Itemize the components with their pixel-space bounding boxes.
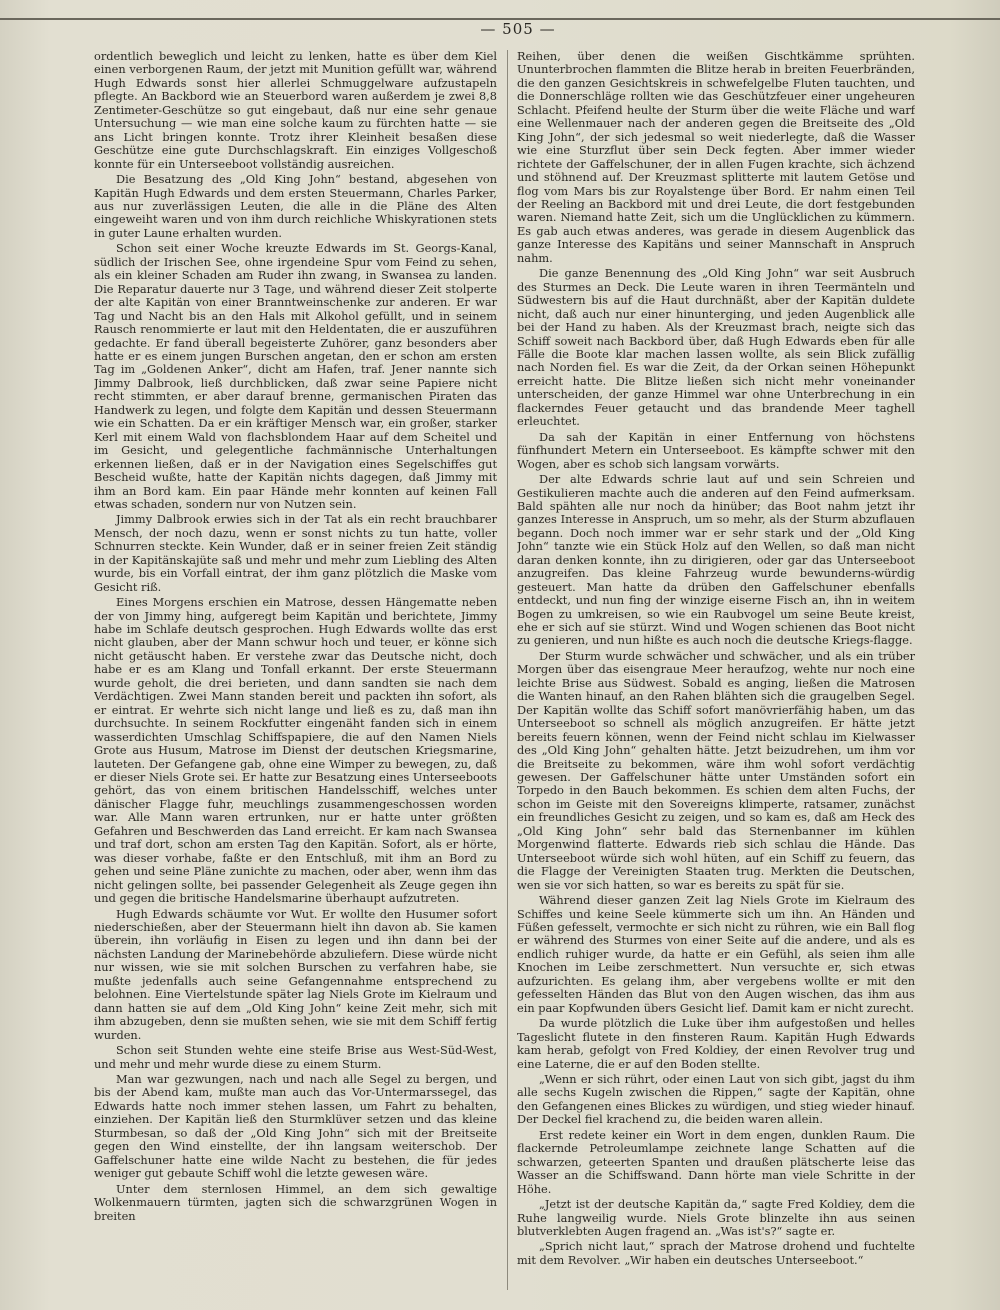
left-column xyxy=(94,50,497,1280)
paragraph: Da sah der Kapitän in einer Entfernung von höchstens fünfhundert Metern ein Unterseeboot. Es kämpfte schwer mit den Wogen, aber es schob sich langsam vorwärts. xyxy=(517,429,915,471)
paragraph: Schon seit einer Woche kreuzte Edwards im St. Georgs-Kanal, südlich der Irischen See, ohne irgendeine Spur vom Feind zu sehen, als ein kleiner Schaden am Ruder ihn zwang, in Swansea zu landen. Die Reparatur dauerte nur 3 Tage, und während dieser Zeit stolperte der alte Kapitän von einer Branntweinschenke zur anderen. Er war Tag und Nacht bis an den Hals mit Alkohol gefüllt, und in seinem Rausch renommierte er laut mit den Heldentaten, die er auszuführen gedachte. Er fand überall begeisterte Zuhörer, ganz besonders aber hatte er es einem jungen Burschen angetan, den er schon am ersten Tag im „Goldenen Anker“, dicht am Hafen, traf. Jener nannte sich Jimmy Dalbrook, ließ durchblicken, daß zwar seine Papiere nicht recht stimmten, er aber darauf brenne, germanischen Piraten das Handwerk zu legen, und folgte dem Kapitän und dessen Steuermann wie ein Schatten. Da er ein kräftiger Mensch war, ein großer, starker Kerl mit einem Wald von flachsblondem Haar auf dem Scheitel und im Gesicht, und gelegentliche fachmännische Unterhaltungen erkennen ließen, daß er in der Navigation eines Segelschiffes gut Bescheid wußte, hatte der Kapitän nichts dagegen, daß Jimmy mit ihm an Bord kam. Ein paar Hände mehr konnten auf keinen Fall etwas schaden, sondern nur von Nutzen sein. xyxy=(94,241,497,511)
paragraph: Hugh Edwards schäumte vor Wut. Er wollte den Husumer sofort niederschießen, aber der Steuermann hielt ihn davon ab. Sie kamen überein, ihn vorläufig in Eisen zu legen und ihn dann bei der nächsten Landung der Marinebehörde abzuliefern. Diese würde nicht nur wissen, wie sie mit solchen Burschen zu verfahren habe, sie mußte jedenfalls auch seine Gefangennahme entsprechend zu belohnen. Eine Viertelstunde später lag Niels Grote im Kielraum und dann hatten sie auf dem „Old King John“ keine Zeit mehr, sich mit ihm abzugeben, denn sie mußten sehen, wie sie mit dem Schiff fertig wurden. xyxy=(94,906,497,1042)
page-number: — 505 — xyxy=(480,20,556,38)
paragraph: Der Sturm wurde schwächer und schwächer, und als ein trüber Morgen über das eisengraue Meer heraufzog, wehte nur noch eine leichte Brise aus Südwest. Sobald es anging, ließen die Matrosen die Wanten hinauf, an den Rahen blähten sich die graugelben Segel. Der Kapitän wollte das Schiff sofort manövrierfähig haben, um das Unterseeboot so schnell als möglich anzugreifen. Er hätte jetzt bereits feuern können, wenn der Feind nicht schlau im Kielwasser des „Old King John“ gehalten hätte. Jetzt beizudrehen, um ihm vor die Breitseite zu bekommen, wäre ihm wohl sofort verdächtig gewesen. Der Gaffelschuner hätte unter Umständen sofort ein Torpedo in den Bauch bekommen. Es schien dem alten Fuchs, der schon im Geiste mit den Sovereigns klimperte, ratsamer, zunächst ein freundliches Gesicht zu zeigen, und so kam es, daß am Heck des „Old King John“ sehr bald das Sternenbanner im kühlen Morgenwind flatterte. Edwards rieb sich schlau die Hände. Das Unterseeboot würde sich wohl hüten, auf ein Schiff zu feuern, das die Flagge der Vereinigten Staaten trug. Merkten die Deutschen, wen sie vor sich hatten, so war es bereits zu spät für sie. xyxy=(517,648,915,892)
paragraph: Jimmy Dalbrook erwies sich in der Tat als ein recht brauchbarer Mensch, der noch dazu, wenn er sonst nichts zu tun hatte, voller Schnurren steckte. Kein Wunder, daß er in seiner freien Zeit ständig in der Kapitänskajüte saß und mehr und mehr zum Liebling des Alten wurde, bis ein Vorfall eintrat, der ihm ganz plötzlich die Maske vom Gesicht riß. xyxy=(94,512,497,594)
paragraph: Da wurde plötzlich die Luke über ihm aufgestoßen und helles Tageslicht flutete in den finsteren Raum. Kapitän Hugh Edwards kam herab, gefolgt von Fred Koldiey, der einen Revolver trug und eine Laterne, die er auf den Boden stellte. xyxy=(517,1016,915,1071)
column-divider xyxy=(507,50,508,1290)
paragraph: Der alte Edwards schrie laut auf und sein Schreien und Gestikulieren machte auch die anderen auf den Feind aufmerksam. Bald spähten alle nur noch da hinüber; das Boot nahm jetzt ihr ganzes Interesse in Anspruch, um so mehr, als der Sturm abzuflauen begann. Doch noch immer war er sehr stark und der „Old King John“ tanzte wie ein Stück Holz auf den Wellen, so daß man nicht daran denken konnte, ihn zu dirigieren, oder gar das Unterseeboot anzugreifen. Das kleine Fahrzeug wurde bewunderns-würdig gesteuert. Man hatte da drüben den Gaffelschuner ebenfalls entdeckt, und nun fing der winzige eiserne Fisch an, ihn in weitem Bogen zu umkreisen, so wie ein Raubvogel um seine Beute kreist, ehe er sich auf sie stürzt. Wind und Wogen schienen das Boot nicht zu genieren, und nun hißte es auch noch die deutsche Kriegs-flagge. xyxy=(517,472,915,648)
paragraph: Reihen, über denen die weißen Gischtkämme sprühten. Ununterbrochen flammten die Blitze herab in breiten Feuerbränden, die den ganzen Gesichtskreis in schwefelgelbe Fluten tauchten, und die Donnerschläge rollten wie das Geschützfeuer einer ungeheuren Schlacht. Pfeifend heulte der Sturm über die weite Fläche und warf eine Wellenmauer nach der anderen gegen die Breitseite des „Old King John“, der sich jedesmal so weit niederlegte, daß die Wasser wie eine Sturzflut über sein Deck fegten. Aber immer wieder richtete der Gaffelschuner, der in allen Fugen krachte, sich ächzend und stöhnend auf. Der Kreuzmast splitterte mit lautem Getöse und flog vom Mars bis zur Royalstenge über Bord. Er nahm einen Teil der Reeling an Backbord mit und drei Leute, die dort festgebunden waren. Niemand hatte Zeit, sich um die Unglücklichen zu kümmern. Es gab auch etwas anderes, was gerade in diesem Augenblick das ganze Interesse des Kapitäns und seiner Mannschaft in Anspruch nahm. xyxy=(517,50,915,265)
paragraph: Unter dem sternlosen Himmel, an dem sich gewaltige Wolkenmauern türmten, jagten sich die schwarzgrünen Wogen in breiten xyxy=(94,1181,497,1223)
paragraph: Erst redete keiner ein Wort in dem engen, dunklen Raum. Die flackernde Petroleumlampe zeichnete lange Schatten auf die schwarzen, geteerten Spanten und draußen plätscherte leise das Wasser an die Schiffswand. Dann hörte man viele Schritte in der Höhe. xyxy=(517,1127,915,1196)
paragraph: Die Besatzung des „Old King John“ bestand, abgesehen von Kapitän Hugh Edwards und dem ersten Steuermann, Charles Parker, aus nur zuverlässigen Leuten, die alle in die Pläne des Alten eingeweiht waren und von ihm durch reichliche Whiskyrationen stets in guter Laune erhalten wurden. xyxy=(94,172,497,240)
paragraph: „Sprich nicht laut,“ sprach der Matrose drohend und fuchtelte mit dem Revolver. „Wir haben ein deutsches Unterseeboot.“ xyxy=(517,1239,915,1267)
paragraph: Während dieser ganzen Zeit lag Niels Grote im Kielraum des Schiffes und keine Seele kümmerte sich um ihn. An Händen und Füßen gefesselt, vermochte er sich nicht zu rühren, wie ein Ball flog er während des Sturmes von einer Seite auf die andere, und als es endlich ruhiger wurde, da hatte er ein Gefühl, als seien ihm alle Knochen im Leibe zerschmettert. Nun versuchte er, sich etwas aufzurichten. Es gelang ihm, aber vergebens wollte er mit den gefesselten Händen das Blut von den Augen wischen, das ihm aus ein paar Kopfwunden übers Gesicht lief. Damit kam er nicht zurecht. xyxy=(517,893,915,1015)
paragraph: „Wenn er sich rührt, oder einen Laut von sich gibt, jagst du ihm alle sechs Kugeln zwischen die Rippen,“ sagte der Kapitän, ohne den Gefangenen eines Blickes zu würdigen, und stieg wieder hinauf. Der Deckel fiel krachend zu, die beiden waren allein. xyxy=(517,1071,915,1127)
paragraph: Eines Morgens erschien ein Matrose, dessen Hängematte neben der von Jimmy hing, aufgeregt beim Kapitän und berichtete, Jimmy habe im Schlafe deutsch gesprochen. Hugh Edwards wollte das erst nicht glauben, aber der Mann schwur hoch und teuer, er könne sich nicht getäuscht haben. Er verstehe zwar das Deutsche nicht, doch habe er es am Klang und Tonfall erkannt. Der erste Steuermann wurde geholt, die drei berieten, und dann sandten sie nach dem Verdächtigen. Zwei Mann standen bereit und packten ihn sofort, als er eintrat. Er wehrte sich nicht lange und ließ es zu, daß man ihn durchsuchte. In seinem Rockfutter eingenäht fanden sich in einem wasserdichten Umschlag Schiffspapiere, die auf den Namen Niels Grote aus Husum, Matrose im Dienst der deutschen Kriegsmarine, lauteten. Der Gefangene gab, ohne eine Wimper zu bewegen, zu, daß er dieser Niels Grote sei. Er hatte zur Besatzung eines Unterseeboots gehört, das von einem britischen Handelsschiff, welches unter dänischer Flagge fuhr, meuchlings zusammengeschossen worden war. Alle Mann waren ertrunken, nur er hatte unter größten Gefahren und Beschwerden das Land erreicht. Er kam nach Swansea und traf dort, schon am ersten Tag den Kapitän. Sofort, als er hörte, was dieser vorhabe, faßte er den Entschluß, mit ihm an Bord zu gehen und seine Pläne zunichte zu machen, oder aber, wenn ihm das nicht gelingen sollte, bei passender Gelegenheit als Zeuge gegen ihn und gegen die britische Handelsmarine überhaupt aufzutreten. xyxy=(94,595,497,906)
paragraph: „Jetzt ist der deutsche Kapitän da,“ sagte Fred Koldiey, dem die Ruhe langweilig wurde. Niels Grote blinzelte ihn aus seinen blutverklebten Augen fragend an. „Was ist's?“ sagte er. xyxy=(517,1197,915,1238)
paragraph: ordentlich beweglich und leicht zu lenken, hatte es über dem Kiel einen verborgenen Raum, der jetzt mit Munition gefüllt war, während Hugh Edwards sonst hier allerlei Schmuggelware aufzustapeln pflegte. An Backbord wie an Steuerbord waren außerdem je zwei 8,8 Zentimeter-Geschütze so gut eingebaut, daß nur eine sehr genaue Untersuchung — wie man eine solche kaum zu fürchten hatte — sie ans Licht bringen konnte. Trotz ihrer Kleinheit besaßen diese Geschütze eine gute Durchschlagskraft. Ein einziges Vollgeschoß konnte für ein Unterseeboot vollständig ausreichen. xyxy=(94,50,497,171)
paragraph: Die ganze Benennung des „Old King John“ war seit Ausbruch des Sturmes an Deck. Die Leute waren in ihren Teermänteln und Südwestern bis auf die Haut durchnäßt, aber der Kapitän duldete nicht, daß auch nur einer hinunterging, und jeden Augenblick alle bei der Hand zu haben. Als der Kreuzmast brach, neigte sich das Schiff soweit nach Backbord über, daß Hugh Edwards eben für alle Fälle die Boote klar machen lassen wollte, als sein Blick zufällig nach Norden fiel. Es war die Zeit, da der Orkan seinen Höhepunkt erreicht hatte. Die Blitze ließen sich nicht mehr voneinander unterscheiden, der ganze Himmel war ohne Unterbrechung in ein flackerndes Feuer getaucht und das brandende Meer taghell erleuchtet. xyxy=(517,266,915,429)
paragraph: Schon seit Stunden wehte eine steife Brise aus West-Süd-West, und mehr und mehr wurde diese zu einem Sturm. xyxy=(94,1043,497,1071)
paragraph: Man war gezwungen, nach und nach alle Segel zu bergen, und bis der Abend kam, mußte man auch das Vor-Untermarssegel, das Edwards hatte noch immer stehen lassen, um Fahrt zu behalten, einziehen. Der Kapitän ließ den Sturmklüver setzen und das kleine Sturmbesan, so daß der „Old King John“ sich mit der Breitseite gegen den Wind einstellte, der ihn langsam weiterschob. Der Gaffelschuner hatte eine wilde Nacht zu bestehen, die für jedes weniger gut gebaute Schiff wohl die letzte gewesen wäre. xyxy=(94,1071,497,1181)
right-column xyxy=(517,50,915,1280)
